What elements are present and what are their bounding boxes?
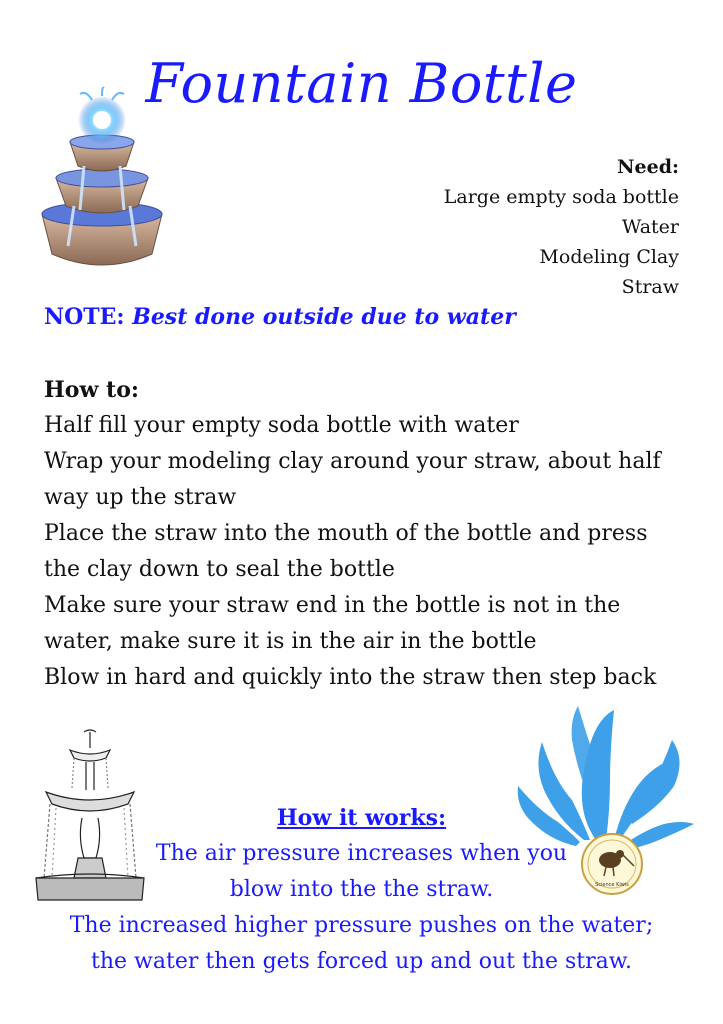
materials-list — [444, 152, 679, 302]
tiered-fountain-illustration — [34, 86, 170, 272]
instruction-step: Blow in hard and quickly into the straw then step back — [44, 665, 657, 690]
material-item: Water — [621, 216, 679, 238]
instruction-step: Make sure your straw end in the bottle is not in the water, make sure it is in the air in the bottle — [44, 593, 621, 654]
explanation-line: blow into the the straw. — [229, 877, 494, 902]
explanation-line: the water then gets forced up and out the straw. — [91, 949, 632, 974]
note-label: NOTE: — [44, 304, 125, 330]
material-item: Modeling Clay — [539, 246, 679, 268]
instructions-heading: How to: — [44, 377, 140, 403]
explanation-line: The increased higher pressure pushes on the water; — [69, 913, 654, 938]
material-item: Large empty soda bottle — [443, 186, 679, 208]
instruction-step: Half fill your empty soda bottle with water — [44, 413, 519, 438]
materials-heading: Need: — [617, 156, 679, 178]
instructions — [44, 372, 684, 696]
explanation-line: The air pressure increases when you — [155, 841, 568, 866]
page-title: Fountain Bottle — [145, 52, 578, 115]
explanation-heading: How it works: — [276, 805, 447, 831]
note-text: Best done outside due to water — [132, 304, 516, 330]
safety-note — [44, 304, 516, 330]
logo-text: Science Kiwis — [595, 882, 629, 888]
instruction-step: Wrap your modeling clay around your straw, about half way up the straw — [44, 449, 661, 510]
material-item: Straw — [621, 276, 679, 298]
instruction-step: Place the straw into the mouth of the bottle and press the clay down to seal the bottle — [44, 521, 648, 582]
explanation — [40, 800, 683, 980]
